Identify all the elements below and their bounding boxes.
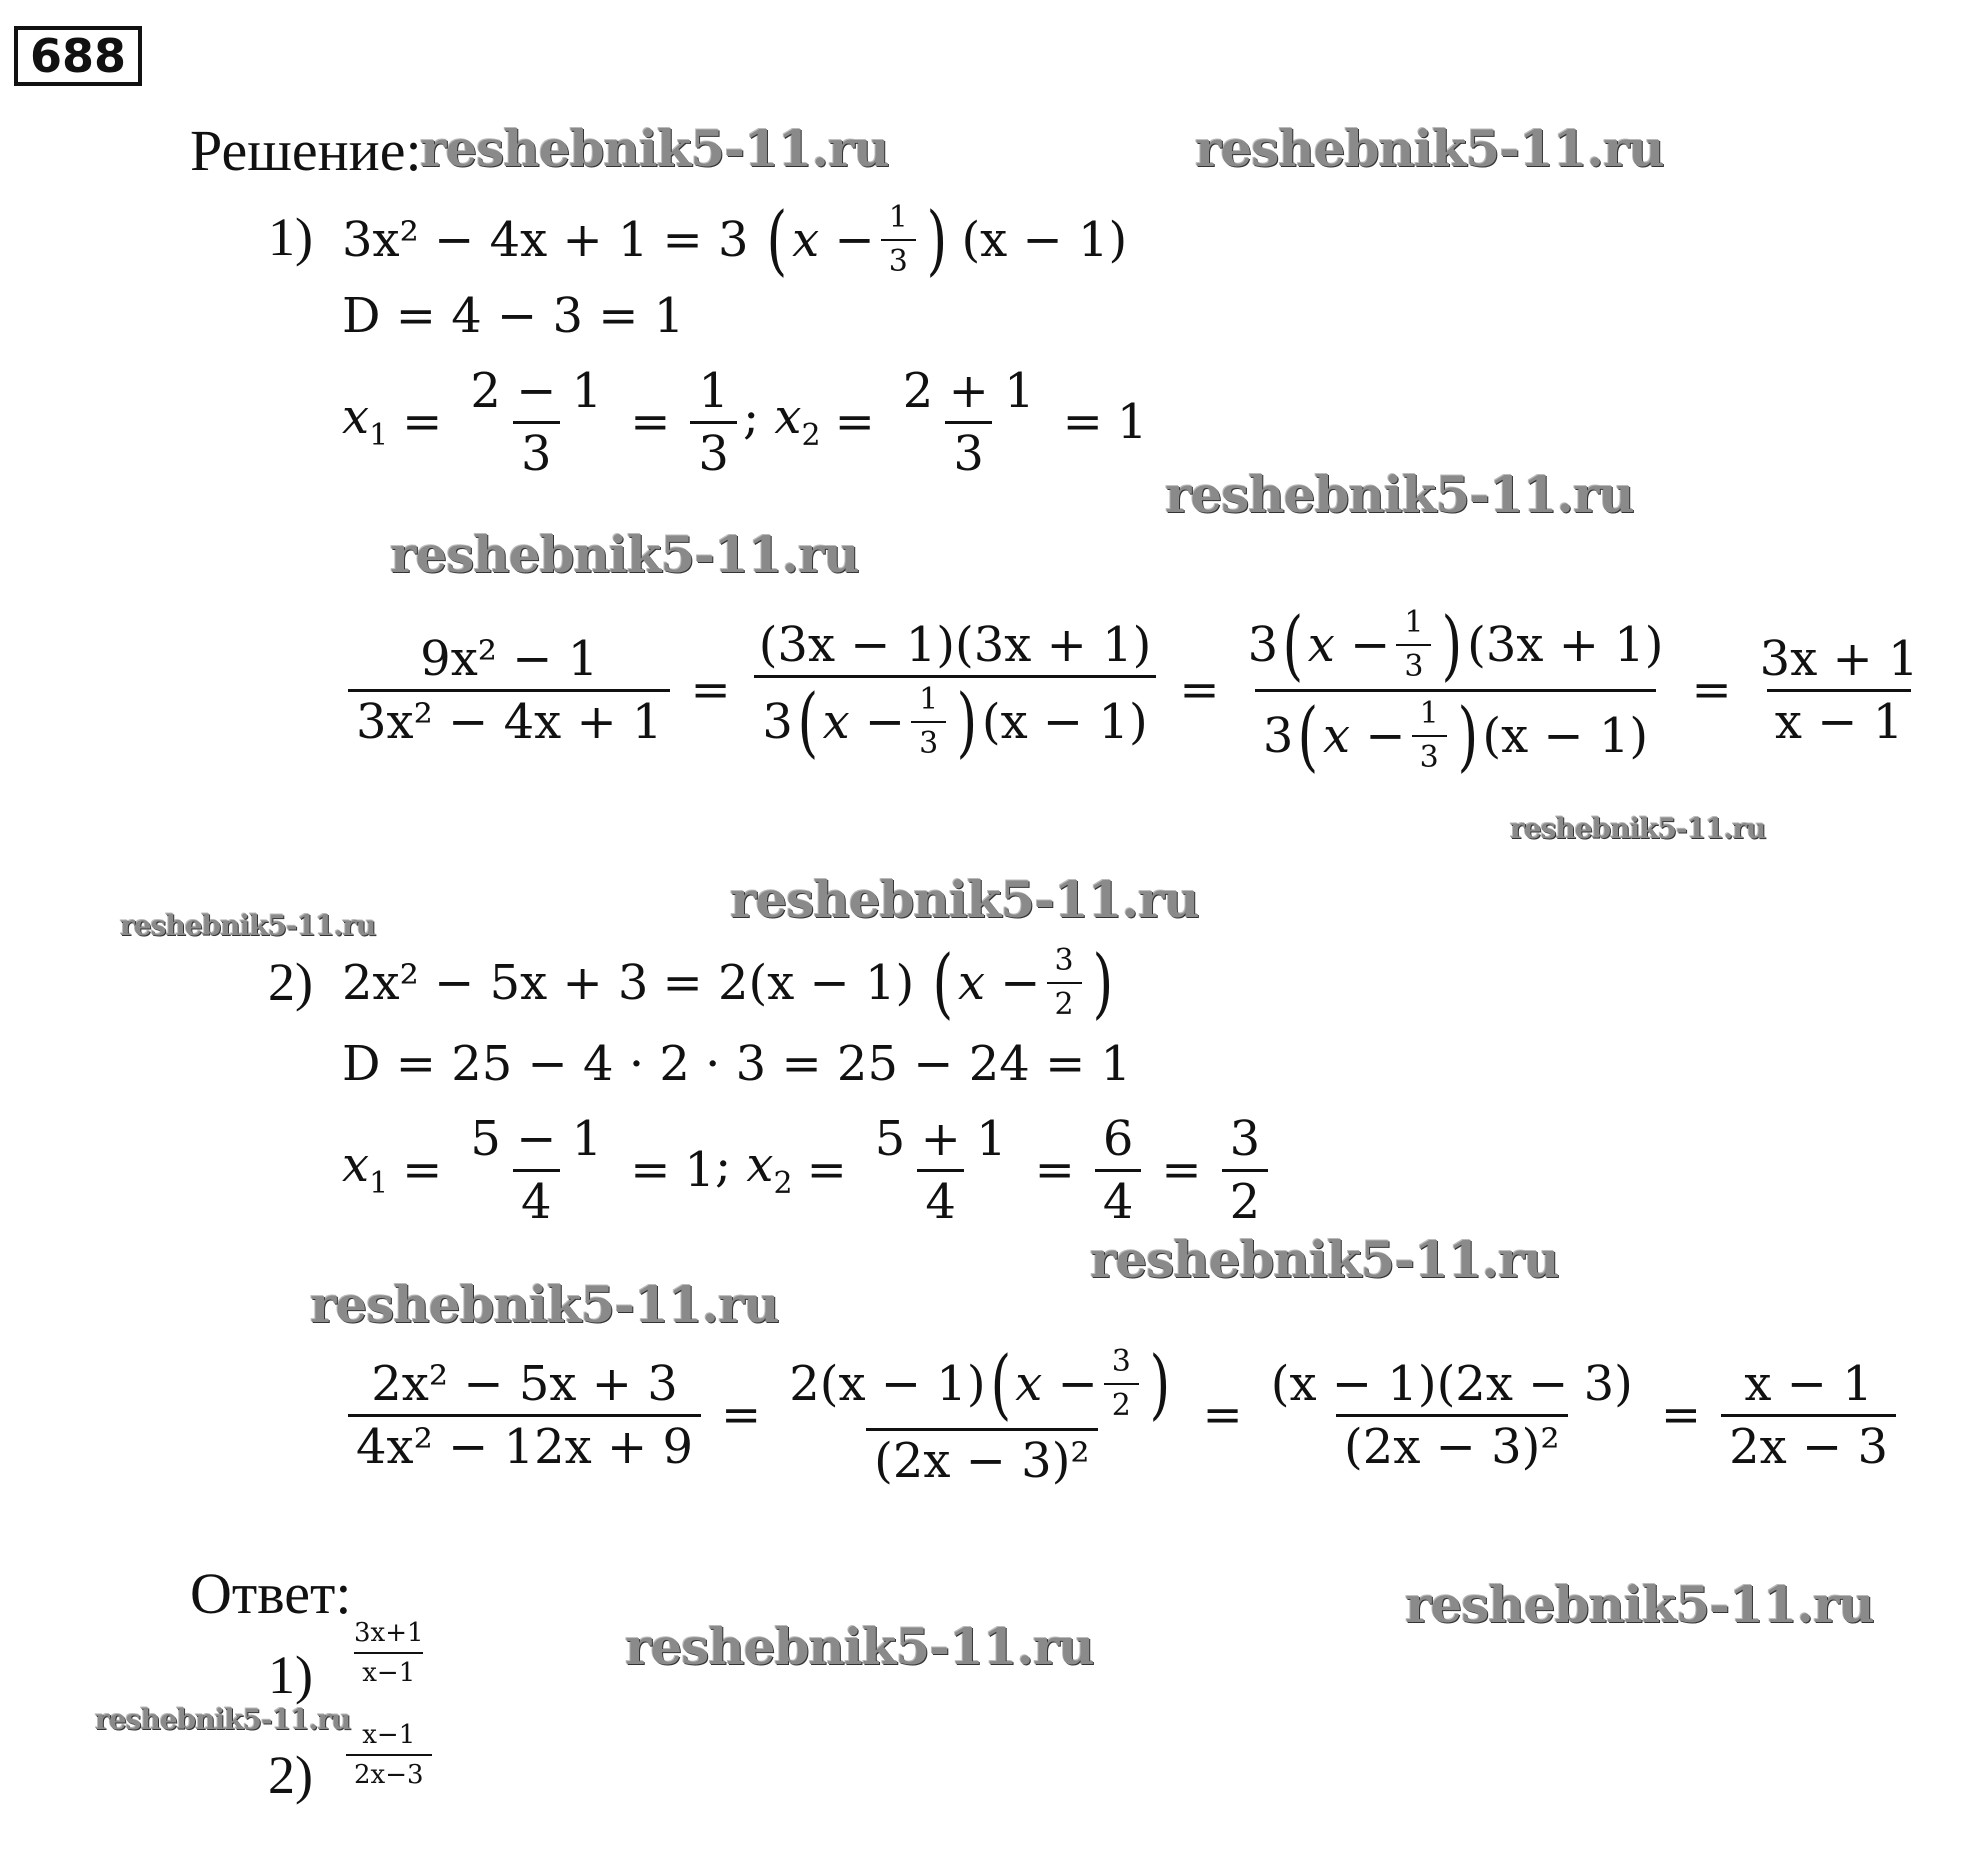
part1-discriminant: D = 4 − 3 = 1 [342,288,685,344]
watermark: reshebnik5-11.ru [1510,812,1766,845]
fraction-numerator: 3x + 1 [1759,630,1919,687]
watermark: reshebnik5-11.ru [1090,1230,1559,1289]
part1-frac-b [751,616,1160,766]
part1-factor-tail: (x − 1) [961,212,1128,268]
fraction-numerator: 9x² − 1 [420,630,599,687]
part1-result [1752,630,1927,750]
watermark: reshebnik5-11.ru [625,1617,1094,1676]
fraction-numerator: 1 [1419,695,1439,731]
fraction-denominator: 3 [911,721,946,759]
part2-frac-a [348,1355,701,1475]
factor: (x − 1) [981,693,1148,750]
watermark: reshebnik5-11.ru [310,1275,779,1334]
factor: (x − 1) [1482,707,1649,764]
part2-x1-fraction [462,1110,610,1230]
fraction-numerator: 3 ( x − $\frac{1}{3}$ ) (3x + 1) [1247,599,1664,689]
part2-x1-value: 1 [684,1142,715,1198]
watermark: reshebnik5-11.ru [420,119,889,178]
fraction-numerator: x − 1 [1744,1355,1873,1412]
watermark: reshebnik5-11.ru [120,909,376,942]
fraction-denominator: 2 [1047,982,1082,1020]
paren-close: ) [926,195,948,284]
fraction-numerator: (3x − 1)(3x + 1) [758,616,1152,673]
part2-result [1721,1355,1896,1475]
answer1-label: 1) [268,1645,313,1705]
watermark: reshebnik5-11.ru [1165,465,1634,524]
fraction-denominator: 3 [1396,644,1431,682]
fraction-denominator: 3 ( x − $\frac{1}{3}$ ) (x − 1) [1255,689,1656,774]
fraction-numerator: 1 [888,200,908,235]
factor: (3x + 1) [1467,616,1664,673]
part1-frac-a [348,630,670,750]
fraction-denominator: x − 1 [1767,689,1911,746]
fraction-denominator: 3 [513,421,560,478]
fraction-numerator: 3 [1054,942,1074,978]
watermark: reshebnik5-11.ru [1195,119,1664,178]
solution-heading: Решение: [190,118,422,183]
part2-factor-eq: = 2(x − 1) [662,954,915,1011]
part2-factorization: 2x² − 5x + 3 = 2(x − 1) ( x − $\frac{3}{2}$ ) [342,937,1113,1027]
inner-fraction [1396,604,1431,684]
fraction-denominator: 3 [945,421,992,478]
part1-factor-fraction [881,200,916,279]
part2-frac-b [781,1338,1182,1489]
part1-x2-fraction [895,362,1043,482]
fraction-numerator: (x − 1)(2x − 3) [1270,1355,1633,1412]
fraction-denominator: 2x−3 [346,1754,432,1788]
fraction-numerator: 3 [1229,1110,1261,1167]
coefficient: 3 [1262,707,1294,764]
fraction-numerator: 2 + 1 [902,362,1035,419]
fraction-numerator: 2(x − 1) ( x − $\frac{3}{2}$ ) [789,1338,1171,1428]
fraction-denominator: x−1 [354,1652,423,1686]
part2-x2-fraction [867,1110,1015,1230]
fraction-denominator: 4 [513,1169,560,1226]
part1-x1-fraction [462,362,610,482]
fraction-numerator: 1 [1404,604,1424,640]
fraction-numerator: 6 [1102,1110,1134,1167]
fraction-numerator: 2 − 1 [470,362,603,419]
part2-discriminant: D = 25 − 4 · 2 · 3 = 25 − 24 = 1 [342,1036,1132,1092]
part2-x2-value [1222,1110,1269,1230]
answer1-fraction [346,1620,432,1686]
fraction-numerator: 1 [698,362,729,419]
fraction-denominator: 3 ( x − $\frac{1}{3}$ ) (x − 1) [754,675,1155,760]
part2-frac-c [1263,1355,1641,1475]
fraction-numerator: 1 [919,681,939,717]
part2-roots: $x_1$ = $\frac{5 - 1}{4}$ = 1 ; $x_2$ = $\frac{5 + 1}{4}$ = $\frac{6}{4}$ = $\frac{3}{2}$ [342,1100,1274,1240]
fraction-numerator: 3 [1111,1343,1131,1379]
part1-factorization: 3x² − 4x + 1 = 3 ( x − $\frac{1}{3}$ ) (x − 1) [342,195,1128,284]
part1-factor-eq: = 3 [662,212,749,268]
part2-label: 2) [268,952,313,1012]
fraction-numerator: 2x² − 5x + 3 [371,1355,678,1412]
watermark: reshebnik5-11.ru [390,525,859,584]
part2-x2-mid [1095,1110,1142,1230]
fraction-denominator: 3x² − 4x + 1 [348,689,670,746]
answer2-fraction [346,1722,432,1788]
part2-fraction-chain: $\frac{\text{2x² − 5x + 3}}{\text{4x² − 12x + 9}}$ = 2(x − 1) ( x − $\frac{3}{2}$ ) (2x − 3)² = $\frac{(x - 1)(2x - 3)}{\text{(2x − 3)²}}$ = $\frac{x - 1}{2x - 3}$ [342,1325,1902,1505]
fraction-denominator: (2x − 3)² [866,1428,1098,1485]
fraction-denominator: 4 [1095,1169,1142,1226]
fraction-denominator: 4x² − 12x + 9 [348,1414,701,1471]
part1-x1-value [690,362,737,482]
inner-fraction [1104,1343,1139,1423]
fraction-numerator: 5 + 1 [874,1110,1007,1167]
part1-fraction-chain: $\frac{\text{9x² − 1}}{\text{3x² − 4x + 1}}$ = (3x − 1)(3x + 1) 3 ( x − $\frac{1}{3}$ ) (x − 1) = 3 ( x − $\frac{1}{3}$ ) (3x + 1) 3 ( x − $\frac{1}{3}$ ) (x − 1) = $\frac{3x + 1}{x - 1}$ [342,590,1933,790]
part2-factor-lhs: 2x² − 5x + 3 [342,954,649,1011]
fraction-denominator: 3 [1412,735,1447,773]
fraction-denominator: 3 [881,239,916,277]
fraction-denominator: 3 [690,421,737,478]
fraction-numerator: 3x+1 [354,1618,424,1648]
answer2-label: 2) [268,1745,313,1805]
watermark: reshebnik5-11.ru [95,1703,351,1736]
fraction-denominator: 2x − 3 [1721,1414,1896,1471]
factor: 2(x − 1) [789,1355,986,1412]
coefficient: 3 [1247,616,1279,673]
part1-x2-value: 1 [1116,394,1148,450]
part1-factor-lhs: 3x² − 4x + 1 [342,212,649,268]
fraction-denominator: (2x − 3)² [1336,1414,1568,1471]
part2-factor-fraction [1047,942,1082,1022]
paren-open: ( [766,195,788,284]
answer-heading: Ответ: [190,1561,352,1626]
fraction-numerator: 5 − 1 [470,1110,603,1167]
fraction-denominator: 2 [1104,1383,1139,1421]
inner-fraction [1412,695,1447,775]
part1-roots: $x_1$ = $\frac{2 - 1}{3}$ = $\frac{1}{3}$ ; $x_2$ = $\frac{2 + 1}{3}$ = 1 [342,362,1148,482]
problem-number: 688 [14,26,142,86]
watermark: reshebnik5-11.ru [730,870,1199,929]
answer2 [340,1722,438,1788]
watermark: reshebnik5-11.ru [1405,1575,1874,1634]
inner-fraction [911,681,946,761]
part1-frac-c [1240,599,1672,780]
fraction-denominator: 4 [917,1169,964,1226]
answer1 [340,1620,438,1686]
fraction-denominator: 2 [1222,1169,1269,1226]
part1-label: 1) [268,207,313,267]
fraction-numerator: x−1 [362,1720,416,1750]
coefficient: 3 [762,693,793,750]
